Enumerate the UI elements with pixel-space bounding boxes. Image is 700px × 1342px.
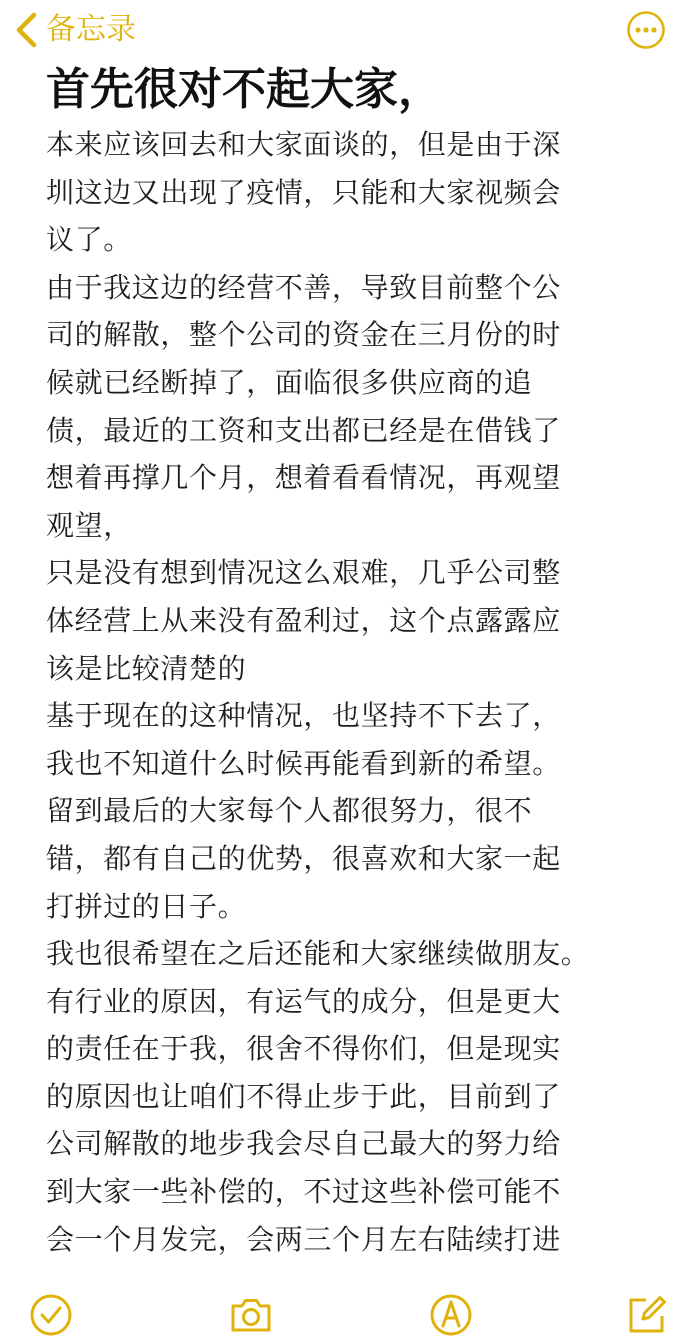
note-line: 错，都有自己的优势，很喜欢和大家一起 bbox=[46, 841, 561, 875]
more-options-button[interactable] bbox=[626, 10, 666, 50]
markup-button[interactable] bbox=[428, 1292, 474, 1338]
note-line: 本来应该回去和大家面谈的，但是由于深 bbox=[46, 128, 561, 161]
checklist-button[interactable] bbox=[28, 1292, 74, 1338]
bottom-toolbar bbox=[0, 1262, 700, 1342]
note-body[interactable] bbox=[46, 121, 636, 1266]
note-line: 由于我这边的经营不善，导致目前整个公 bbox=[46, 270, 561, 304]
note-line: 我也不知道什么时候再能看到新的希望。 bbox=[46, 746, 561, 780]
note-line: 的责任在于我，很舍不得你们，但是现实 bbox=[46, 1032, 561, 1066]
note-line: 圳这边又出现了疫情，只能和大家视频会 bbox=[46, 175, 561, 209]
note-line: 有行业的原因，有运气的成分，但是更大 bbox=[46, 984, 561, 1018]
note-line: 的原因也让咱们不得止步于此，目前到了 bbox=[46, 1079, 561, 1113]
note-line: 只是没有想到情况这么艰难，几乎公司整 bbox=[46, 556, 561, 590]
note-line: 会一个月发完，会两三个月左右陆续打进 bbox=[46, 1222, 561, 1256]
note-line: 留到最后的大家每个人都很努力，很不 bbox=[46, 794, 533, 828]
note-line: 到大家一些补偿的，不过这些补偿可能不 bbox=[46, 1175, 561, 1209]
note-title[interactable]: 首先很对不起大家， bbox=[46, 64, 442, 115]
note-line: 司的解散，整个公司的资金在三月份的时 bbox=[46, 318, 561, 352]
chevron-left-icon bbox=[14, 11, 38, 49]
note-line: 想着再撑几个月，想着看看情况，再观望 bbox=[46, 461, 561, 495]
note-line: 该是比较清楚的 bbox=[46, 651, 247, 685]
back-label: 备忘录 bbox=[46, 12, 136, 47]
note-line: 债，最近的工资和支出都已经是在借钱了 bbox=[46, 413, 561, 447]
camera-button[interactable] bbox=[228, 1292, 274, 1338]
checklist-icon bbox=[28, 1292, 74, 1338]
compose-icon bbox=[624, 1292, 670, 1338]
note-line: 打拼过的日子。 bbox=[46, 889, 247, 923]
note-line: 候就已经断掉了，面临很多供应商的追 bbox=[46, 365, 533, 399]
note-line: 我也很希望在之后还能和大家继续做朋友。 bbox=[46, 937, 590, 971]
note-line: 公司解散的地步我会尽自己最大的努力给 bbox=[46, 1127, 561, 1161]
note-line: 基于现在的这种情况，也坚持不下去了， bbox=[46, 699, 561, 733]
camera-icon bbox=[228, 1292, 274, 1338]
note-line: 体经营上从来没有盈利过，这个点露露应 bbox=[46, 603, 561, 637]
note-line: 观望， bbox=[46, 508, 132, 542]
more-options-icon bbox=[626, 10, 666, 50]
markup-icon bbox=[428, 1292, 474, 1338]
back-button[interactable] bbox=[14, 10, 136, 50]
note-line: 议了。 bbox=[46, 223, 132, 257]
compose-button[interactable] bbox=[624, 1292, 670, 1338]
navigation-bar bbox=[0, 0, 700, 62]
